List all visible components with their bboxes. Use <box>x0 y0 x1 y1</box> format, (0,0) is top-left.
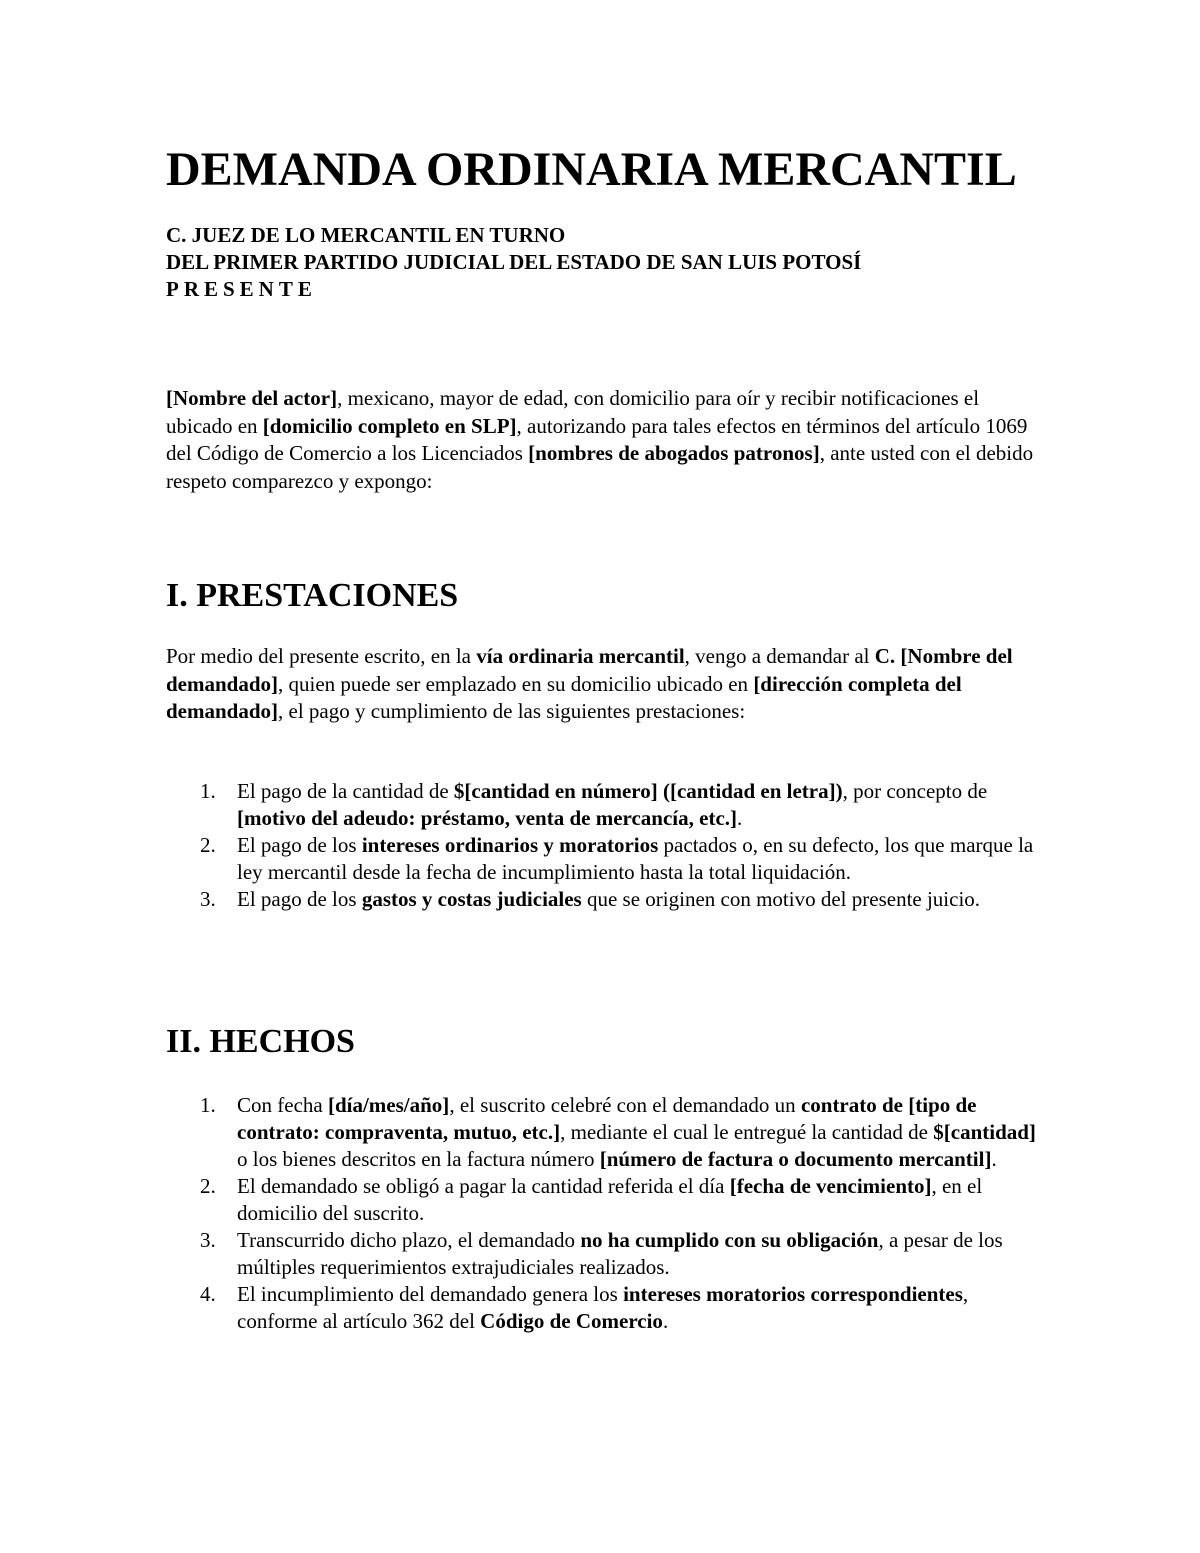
item-text: . <box>737 806 743 830</box>
intro-text: , ante usted con el debido respeto comparezco y expongo: <box>166 441 1034 493</box>
section-heading-prestaciones: I. PRESTACIONES <box>166 577 459 614</box>
item-text: El pago de la cantidad de <box>237 779 454 803</box>
list-number: 4. <box>200 1282 216 1306</box>
item-text: El demandado se obligó a pagar la cantidad referida el día <box>237 1174 730 1198</box>
list-number: 3. <box>200 887 216 911</box>
item-text: El pago de los <box>237 833 362 857</box>
defendant-address-placeholder: [dirección completa del demandado] <box>166 671 962 723</box>
item-text: . <box>991 1147 997 1171</box>
hechos-list <box>166 1092 1046 1335</box>
item-bold: contrato de [tipo de contrato: compraventa, mutuo, etc.] <box>237 1093 977 1144</box>
item-bold: no ha cumplido con su obligación <box>580 1228 879 1252</box>
list-number: 1. <box>200 779 216 803</box>
intro-text: , autorizando para tales efectos en términos del artículo 1069 del Código de Comercio a los Licenciados <box>166 413 1028 465</box>
item-text: , en el domicilio del suscrito. <box>237 1174 983 1225</box>
item-text: , a pesar de los múltiples requerimientos extrajudiciales realizados. <box>237 1228 1003 1279</box>
item-text: El incumplimiento del demandado genera los <box>237 1282 624 1306</box>
addressee-line-judge: C. JUEZ DE LO MERCANTIL EN TURNO <box>166 223 566 247</box>
actor-name-placeholder: [Nombre del actor] <box>166 386 338 410</box>
item-text: , por concepto de <box>842 779 988 803</box>
list-item <box>166 832 1046 886</box>
item-bold: Código de Comercio <box>480 1309 663 1333</box>
list-number: 2. <box>200 833 216 857</box>
intro-paragraph <box>166 385 1046 495</box>
list-item <box>166 778 1046 832</box>
item-bold: [número de factura o documento mercantil] <box>599 1147 992 1171</box>
list-number: 2. <box>200 1174 216 1198</box>
list-item <box>166 1227 1046 1281</box>
list-item <box>166 886 1046 913</box>
item-text: Con fecha <box>237 1093 328 1117</box>
domicile-placeholder: [domicilio completo en SLP] <box>262 413 517 438</box>
item-bold: intereses moratorios correspondientes <box>623 1282 963 1306</box>
item-text: , el suscrito celebré con el demandado un <box>449 1093 801 1117</box>
item-text: o los bienes descritos en la factura número <box>237 1147 600 1171</box>
addressee-line-district: DEL PRIMER PARTIDO JUDICIAL DEL ESTADO DE SAN LUIS POTOSÍ <box>166 250 862 274</box>
item-text: que se originen con motivo del presente juicio. <box>581 887 981 911</box>
list-item <box>166 1281 1046 1335</box>
item-bold: [día/mes/año] <box>327 1093 450 1117</box>
list-number: 1. <box>200 1093 216 1117</box>
item-text: . <box>662 1309 669 1333</box>
document-title: DEMANDA ORDINARIA MERCANTIL <box>166 143 1017 196</box>
intro-text: , mexicano, mayor de edad, con domicilio para oír y recibir notificaciones el ubicado en <box>166 386 980 438</box>
defendant-name-placeholder: C. [Nombre del demandado] <box>166 644 1013 696</box>
item-text: , conforme al artículo 362 del <box>237 1282 969 1333</box>
item-bold: $[cantidad] <box>933 1120 1036 1144</box>
item-text: El pago de los <box>237 887 362 911</box>
paragraph-text: , quien puede ser emplazado en su domicilio ubicado en <box>278 671 754 696</box>
lawyers-placeholder: [nombres de abogados patronos] <box>528 441 820 465</box>
addressee-line-presente: PRESENTE <box>166 277 317 301</box>
list-item <box>166 1092 1046 1173</box>
prestaciones-list <box>166 778 1046 913</box>
prestaciones-paragraph <box>166 643 1046 726</box>
item-bold: [fecha de vencimiento] <box>729 1174 932 1198</box>
item-bold: gastos y costas judiciales <box>361 887 582 911</box>
item-text: , mediante el cual le entregué la cantidad de <box>560 1120 934 1144</box>
paragraph-text: , el pago y cumplimiento de las siguientes prestaciones: <box>278 699 746 723</box>
item-text: pactados o, en su defecto, los que marque la ley mercantil desde la fecha de incumplimiento hasta la total liquidación. <box>237 833 1034 884</box>
item-bold: intereses ordinarios y moratorios <box>361 833 659 857</box>
item-bold: $[cantidad en número] ([cantidad en letra]) <box>453 779 843 803</box>
paragraph-text: Por medio del presente escrito, en la <box>166 644 477 668</box>
list-number: 3. <box>200 1228 216 1252</box>
paragraph-text: , vengo a demandar al <box>684 644 875 668</box>
paragraph-bold: vía ordinaria mercantil <box>476 644 685 668</box>
item-text: Transcurrido dicho plazo, el demandado <box>237 1228 581 1252</box>
addressee-block <box>166 222 861 303</box>
list-item <box>166 1173 1046 1227</box>
section-heading-hechos: II. HECHOS <box>166 1023 355 1060</box>
item-bold: [motivo del adeudo: préstamo, venta de mercancía, etc.] <box>237 806 738 830</box>
